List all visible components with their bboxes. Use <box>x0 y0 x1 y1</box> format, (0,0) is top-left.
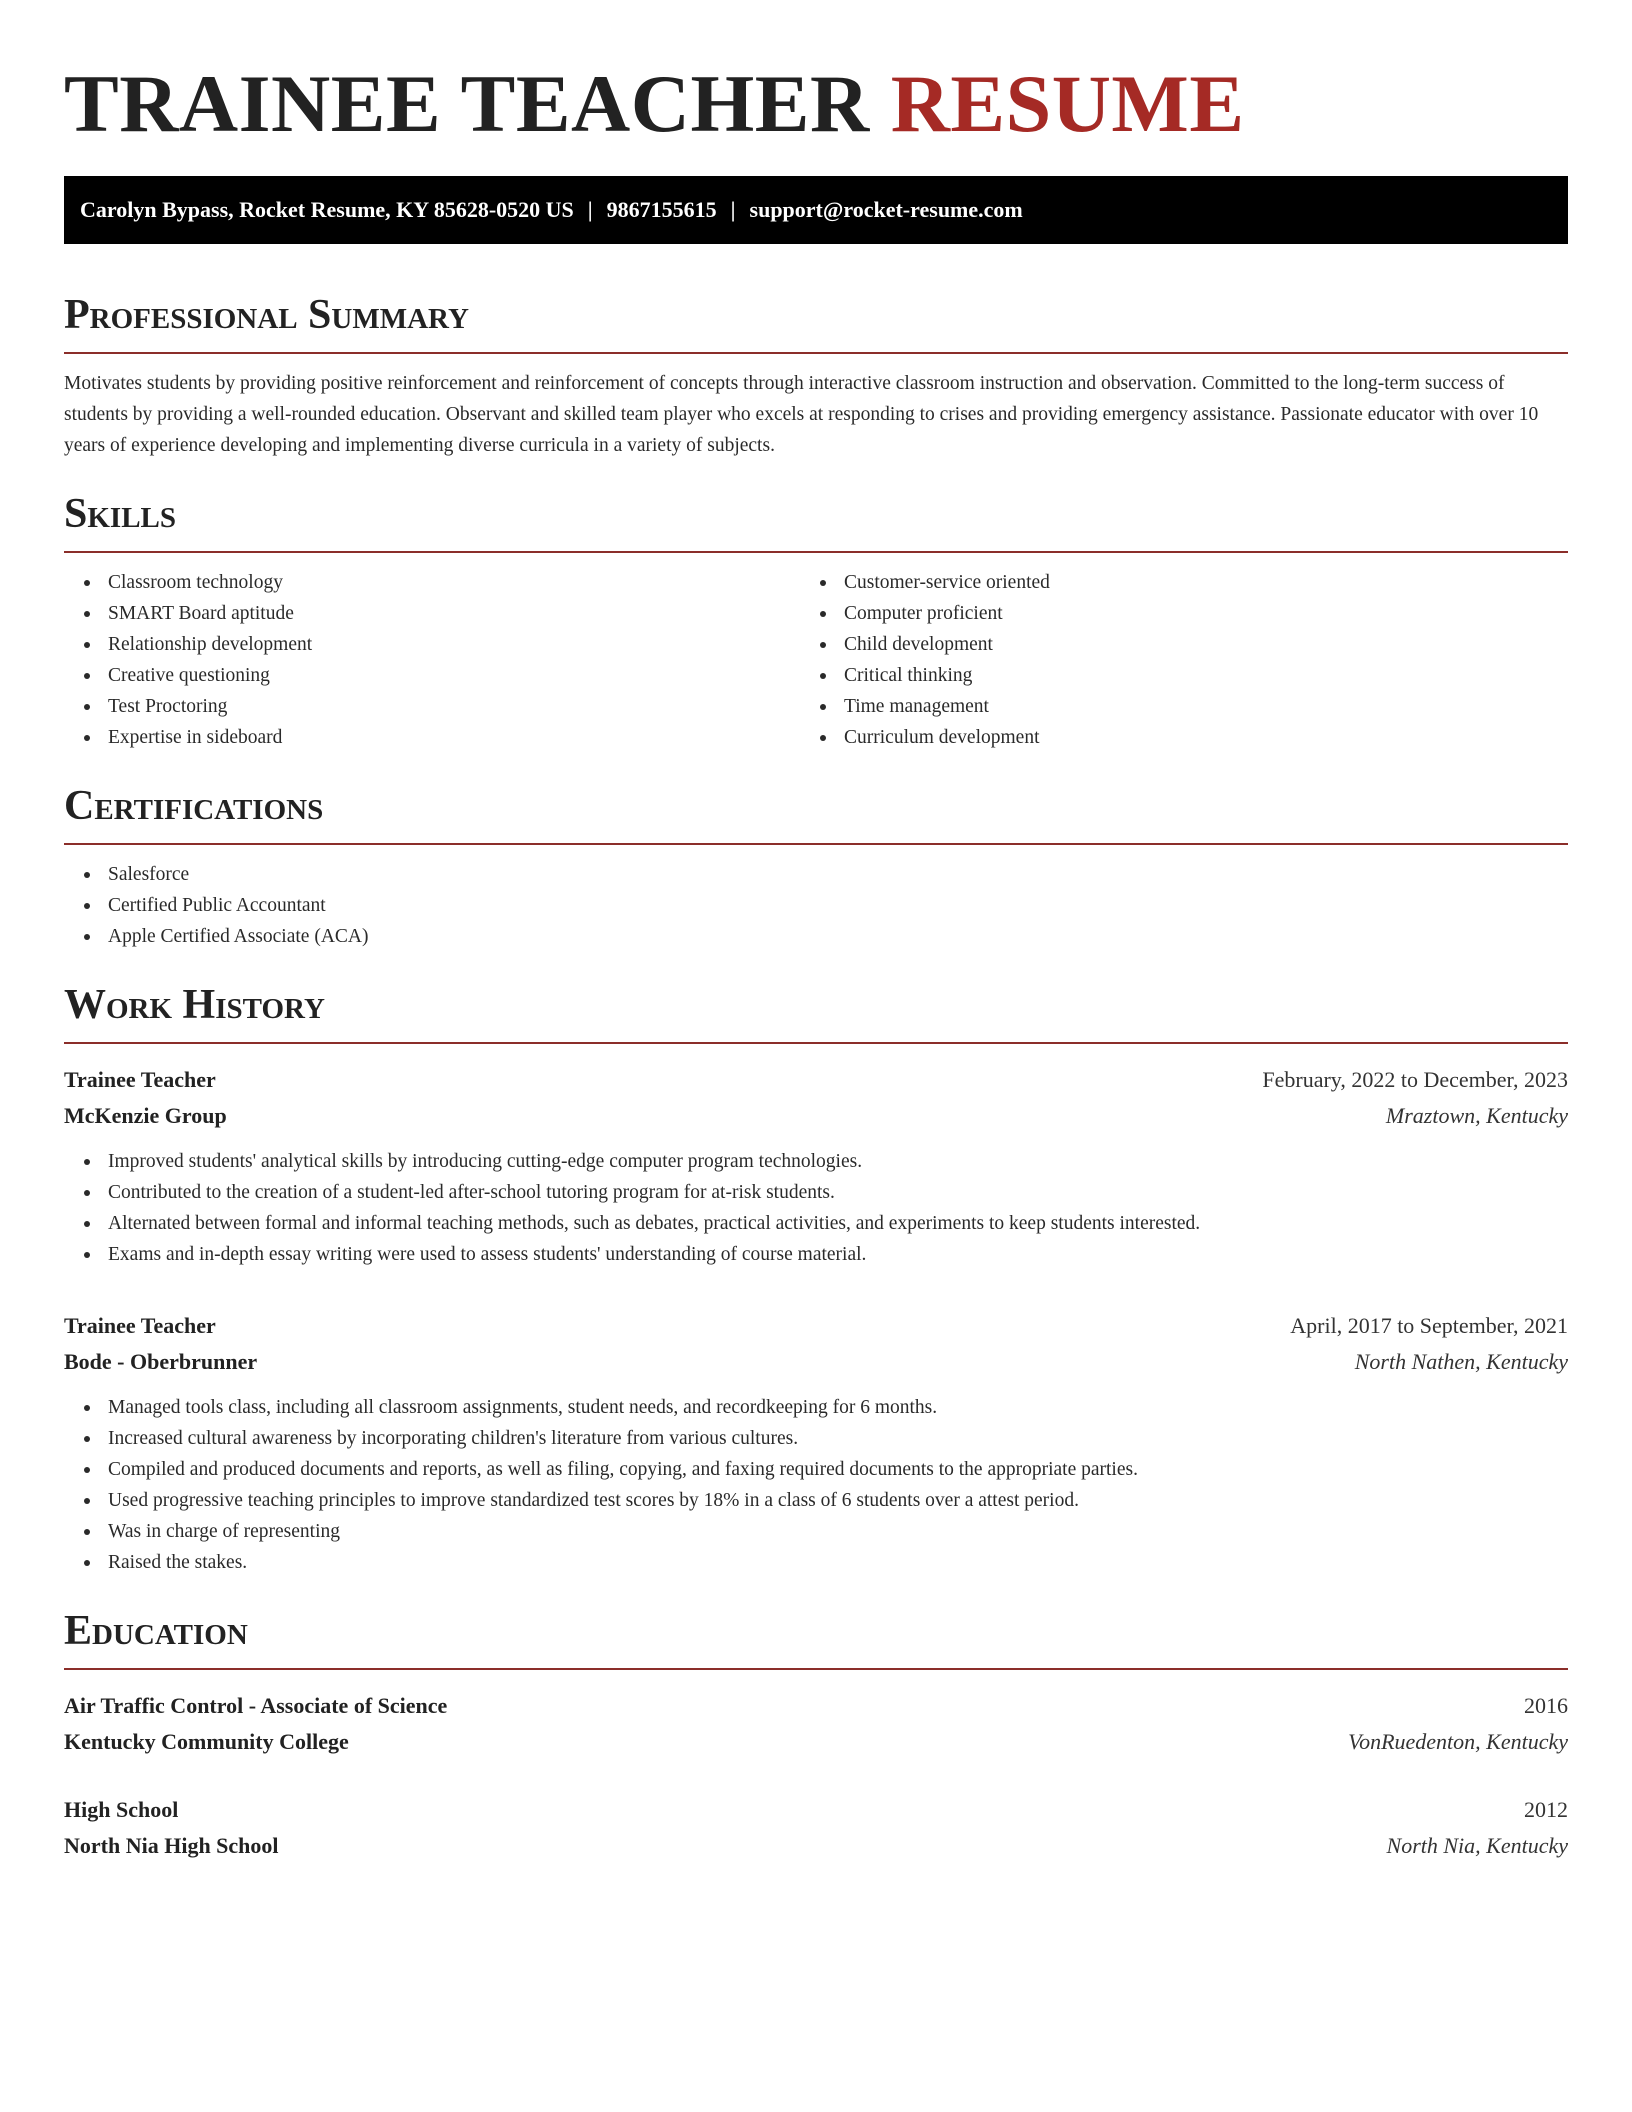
skill-item: Time management <box>844 691 1568 722</box>
summary-text: Motivates students by providing positive reinforcement and reinforcement of concepts through interactive classroom instruction and observation. Committed to the long-term success of students by providing a well-rounded education. Observant and skilled team player who excels at responding to crises and providing emergency assistance. Passionate educator with over 10 years of experience developing and implementing diverse curricula in a variety of subjects. <box>64 373 1539 456</box>
job-entry <box>64 1308 1568 1578</box>
education-year: 2016 <box>1524 1693 1568 1718</box>
skills-grid <box>64 553 1568 753</box>
education-location: North Nia, Kentucky <box>1386 1833 1568 1858</box>
job-duties-list <box>64 1146 1568 1270</box>
job-duty: Increased cultural awareness by incorporating children's literature from various cultures. <box>108 1423 1568 1454</box>
skills-list-right <box>816 567 1568 753</box>
education-degree: Air Traffic Control - Associate of Science <box>64 1693 448 1718</box>
job-entry <box>64 1062 1568 1270</box>
skill-item: Computer proficient <box>844 598 1568 629</box>
education-degree: High School <box>64 1797 179 1822</box>
skill-item: Child development <box>844 629 1568 660</box>
contact-separator: | <box>730 197 736 222</box>
contact-bar <box>64 176 1568 244</box>
job-duty: Alternated between formal and informal teaching methods, such as debates, practical activities, and experiments to keep students interested. <box>108 1208 1568 1239</box>
contact-address: Carolyn Bypass, Rocket Resume, KY 85628-0520 US <box>80 197 574 222</box>
skill-item: Test Proctoring <box>108 691 816 722</box>
skills-section <box>64 489 1568 753</box>
job-duty: Contributed to the creation of a student-led after-school tutoring program for at-risk students. <box>108 1177 1568 1208</box>
summary-section <box>64 290 1568 461</box>
job-company-row <box>64 1098 1568 1134</box>
skill-item: Critical thinking <box>844 660 1568 691</box>
education-entry <box>64 1688 1568 1760</box>
job-header-row <box>64 1062 1568 1098</box>
contact-email: support@rocket-resume.com <box>749 197 1023 222</box>
job-duty: Compiled and produced documents and reports, as well as filing, copying, and faxing required documents to the appropriate parties. <box>108 1454 1568 1485</box>
skill-item: Relationship development <box>108 629 816 660</box>
job-company-row <box>64 1344 1568 1380</box>
job-duty: Exams and in-depth essay writing were used to assess students' understanding of course material. <box>108 1239 1568 1270</box>
summary-heading: Professional Summary <box>64 290 1568 354</box>
job-company: McKenzie Group <box>64 1103 227 1128</box>
job-dates: April, 2017 to September, 2021 <box>1290 1313 1568 1338</box>
skill-item: Expertise in sideboard <box>108 722 816 753</box>
job-duty: Managed tools class, including all classroom assignments, student needs, and recordkeeping for 6 months. <box>108 1392 1568 1423</box>
certification-item: Certified Public Accountant <box>108 890 1568 921</box>
job-title: Trainee Teacher <box>64 1067 216 1092</box>
certification-item: Salesforce <box>108 859 1568 890</box>
skills-heading: Skills <box>64 489 1568 553</box>
job-duty: Raised the stakes. <box>108 1547 1568 1578</box>
work-history-section <box>64 980 1568 1578</box>
work-history-heading: Work History <box>64 980 1568 1044</box>
job-duty: Used progressive teaching principles to improve standardized test scores by 18% in a class of 6 students over a attest period. <box>108 1485 1568 1516</box>
skill-item: SMART Board aptitude <box>108 598 816 629</box>
job-duty: Was in charge of representing <box>108 1516 1568 1547</box>
education-header-row <box>64 1792 1568 1828</box>
contact-phone: 9867155615 <box>606 197 717 222</box>
job-duties-list <box>64 1392 1568 1578</box>
skill-item: Classroom technology <box>108 567 816 598</box>
resume-title <box>64 56 1568 152</box>
education-school: Kentucky Community College <box>64 1729 349 1754</box>
job-company: Bode - Oberbrunner <box>64 1349 258 1374</box>
skill-item: Creative questioning <box>108 660 816 691</box>
certifications-heading: Certifications <box>64 781 1568 845</box>
education-school-row <box>64 1828 1568 1864</box>
skill-item: Curriculum development <box>844 722 1568 753</box>
job-title: Trainee Teacher <box>64 1313 216 1338</box>
education-header-row <box>64 1688 1568 1724</box>
job-location: North Nathen, Kentucky <box>1354 1349 1568 1374</box>
education-year: 2012 <box>1524 1797 1568 1822</box>
certifications-section <box>64 781 1568 952</box>
education-school-row <box>64 1724 1568 1760</box>
education-heading: Education <box>64 1606 1568 1670</box>
education-section <box>64 1606 1568 1864</box>
education-location: VonRuedenton, Kentucky <box>1348 1729 1568 1754</box>
skills-list-left <box>64 567 816 753</box>
job-dates: February, 2022 to December, 2023 <box>1262 1067 1568 1092</box>
job-duty: Improved students' analytical skills by introducing cutting-edge computer program technologies. <box>108 1146 1568 1177</box>
certification-item: Apple Certified Associate (ACA) <box>108 921 1568 952</box>
contact-separator: | <box>587 197 593 222</box>
education-school: North Nia High School <box>64 1833 279 1858</box>
job-header-row <box>64 1308 1568 1344</box>
title-main: TRAINEE TEACHER <box>64 58 870 149</box>
education-entry <box>64 1792 1568 1864</box>
job-location: Mraztown, Kentucky <box>1385 1103 1568 1128</box>
certifications-list <box>64 859 1568 952</box>
title-accent: RESUME <box>890 58 1245 149</box>
skill-item: Customer-service oriented <box>844 567 1568 598</box>
